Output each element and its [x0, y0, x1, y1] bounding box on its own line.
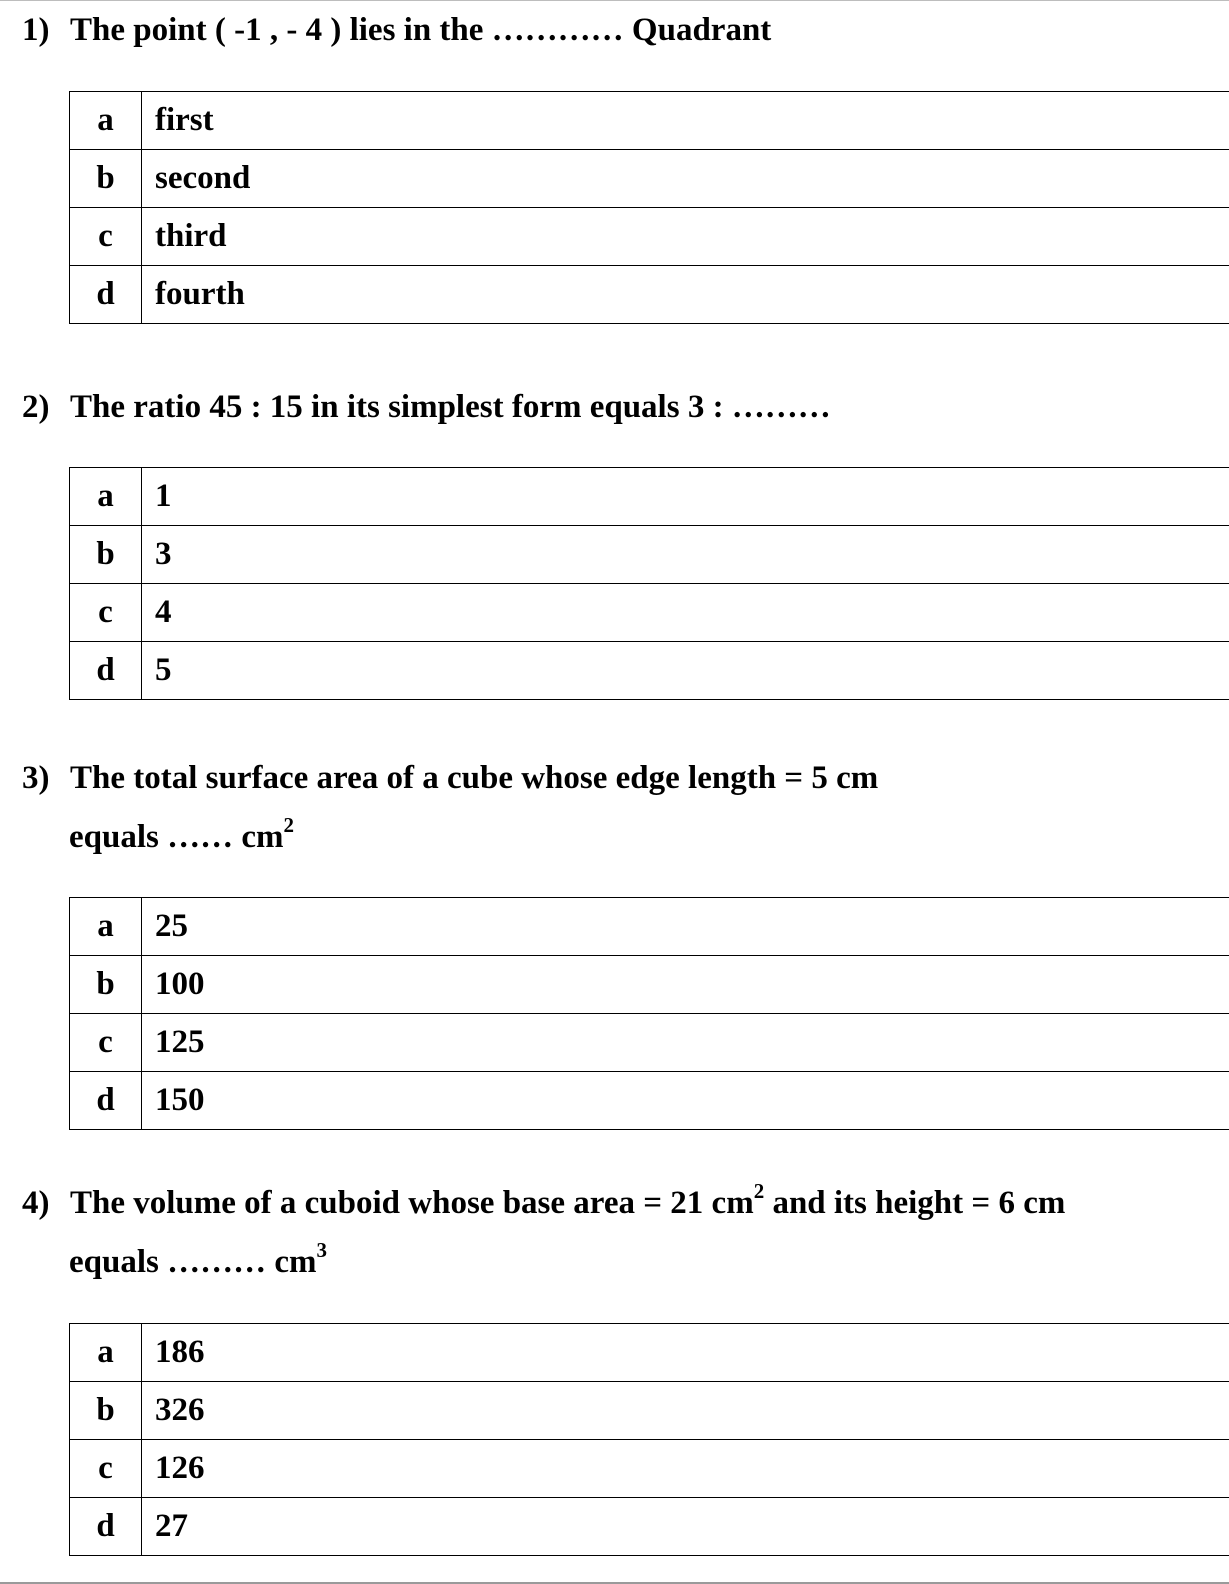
question-stem: The volume of a cuboid whose base area = 21 cm: [70, 1185, 754, 1221]
option-text: second: [142, 150, 1229, 208]
option-text: 150: [142, 1072, 1229, 1130]
option-row-d[interactable]: [70, 1498, 1229, 1556]
option-row-c[interactable]: [70, 584, 1229, 642]
option-letter: c: [70, 1014, 142, 1072]
option-text: fourth: [142, 266, 1229, 324]
option-letter: b: [70, 1382, 142, 1440]
superscript: 2: [753, 1179, 765, 1203]
option-text: 3: [142, 526, 1229, 584]
option-row-d[interactable]: [70, 642, 1229, 700]
question-3-text: [22, 758, 878, 798]
question-stem: The ratio 45 : 15 in its simplest form equals 3 : ………: [70, 389, 831, 425]
question-stem: The total surface area of a cube whose edge length = 5 cm: [70, 760, 879, 796]
question-number: 3): [22, 760, 50, 796]
option-row-c[interactable]: [70, 208, 1229, 266]
question-3-options: [69, 897, 1229, 1130]
top-rule: [0, 0, 1229, 1]
question-3-continuation: [69, 813, 294, 857]
question-stem-tail: and its height = 6 cm: [764, 1185, 1066, 1221]
option-row-a[interactable]: [70, 898, 1229, 956]
option-letter: d: [70, 1072, 142, 1130]
option-row-b[interactable]: [70, 150, 1229, 208]
option-letter: a: [70, 468, 142, 526]
option-text: 4: [142, 584, 1229, 642]
option-text: 5: [142, 642, 1229, 700]
question-stem: The point ( -1 , - 4 ) lies in the ………… Quadrant: [70, 12, 772, 48]
option-text: 326: [142, 1382, 1229, 1440]
option-text: 27: [142, 1498, 1229, 1556]
question-1-options: [69, 91, 1229, 324]
question-2-options: [69, 467, 1229, 700]
option-letter: d: [70, 1498, 142, 1556]
option-letter: c: [70, 1440, 142, 1498]
question-4-text: [22, 1179, 1066, 1223]
option-text: first: [142, 92, 1229, 150]
option-letter: a: [70, 1324, 142, 1382]
option-letter: b: [70, 150, 142, 208]
option-letter: d: [70, 642, 142, 700]
option-letter: b: [70, 956, 142, 1014]
option-row-b[interactable]: [70, 956, 1229, 1014]
option-letter: d: [70, 266, 142, 324]
option-text: 1: [142, 468, 1229, 526]
superscript: 3: [316, 1238, 327, 1262]
question-stem-cont: equals ……… cm: [69, 1244, 317, 1280]
option-letter: a: [70, 898, 142, 956]
question-4-options: [69, 1323, 1229, 1556]
option-text: third: [142, 208, 1229, 266]
option-row-b[interactable]: [70, 526, 1229, 584]
question-stem-cont: equals …… cm: [69, 819, 284, 855]
option-text: 186: [142, 1324, 1229, 1382]
option-row-d[interactable]: [70, 1072, 1229, 1130]
option-row-a[interactable]: [70, 92, 1229, 150]
option-letter: a: [70, 92, 142, 150]
option-text: 125: [142, 1014, 1229, 1072]
option-row-c[interactable]: [70, 1440, 1229, 1498]
option-row-b[interactable]: [70, 1382, 1229, 1440]
option-letter: b: [70, 526, 142, 584]
question-2-text: [22, 387, 831, 427]
option-letter: c: [70, 584, 142, 642]
option-row-a[interactable]: [70, 1324, 1229, 1382]
question-number: 4): [22, 1185, 50, 1221]
question-number: 2): [22, 389, 50, 425]
option-row-d[interactable]: [70, 266, 1229, 324]
option-text: 126: [142, 1440, 1229, 1498]
option-text: 100: [142, 956, 1229, 1014]
question-number: 1): [22, 12, 50, 48]
question-4-continuation: [69, 1238, 327, 1282]
superscript: 2: [283, 813, 294, 837]
option-row-a[interactable]: [70, 468, 1229, 526]
option-letter: c: [70, 208, 142, 266]
option-row-c[interactable]: [70, 1014, 1229, 1072]
option-text: 25: [142, 898, 1229, 956]
question-1-text: [22, 10, 771, 50]
